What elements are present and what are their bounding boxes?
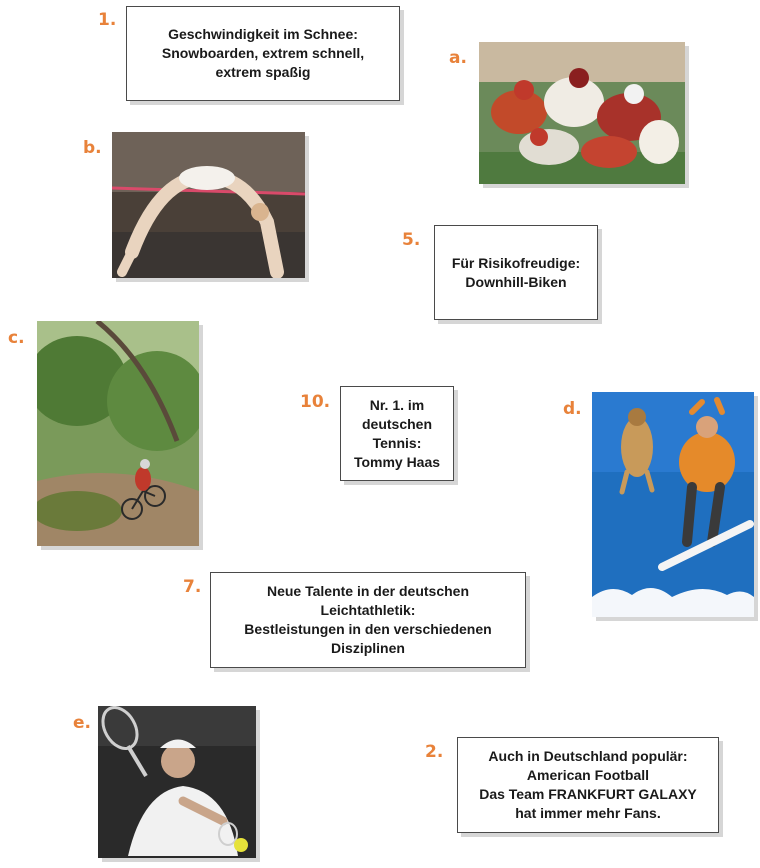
item-number-7: 7. bbox=[183, 577, 202, 597]
text-box-label: Auch in Deutschland populär: American Football Das Team FRANKFURT GALAXY hat immer mehr Fans. bbox=[479, 748, 697, 821]
item-number-2: 2. bbox=[425, 742, 444, 762]
american-football-photo bbox=[479, 42, 685, 184]
snowboard-photo bbox=[592, 392, 754, 617]
mountain-bike-photo bbox=[37, 321, 199, 546]
high-jump-photo bbox=[112, 132, 305, 278]
text-box-snowboarden bbox=[126, 6, 400, 101]
photo-letter-e: e. bbox=[73, 713, 91, 733]
photo-letter-b: b. bbox=[83, 138, 102, 158]
photo-letter-d: d. bbox=[563, 399, 582, 419]
text-box-label: Nr. 1. im deutschen Tennis: Tommy Haas bbox=[353, 396, 441, 470]
photo-letter-a: a. bbox=[449, 48, 467, 68]
text-box-leichtathletik bbox=[210, 572, 526, 668]
tennis-photo bbox=[98, 706, 256, 858]
text-box-tennis bbox=[340, 386, 454, 481]
item-number-5: 5. bbox=[402, 230, 421, 250]
text-box-label: Geschwindigkeit im Schnee: Snowboarden, extrem schnell, extrem spaßig bbox=[161, 26, 365, 80]
text-box-label: Für Risikofreudige: Downhill-Biken bbox=[451, 254, 581, 290]
text-box-downhill-biken bbox=[434, 225, 598, 320]
photo-letter-c: c. bbox=[8, 328, 25, 348]
text-box-label: Neue Talente in der deutschen Leichtathletik: Bestleistungen in den verschiedenen Disziplinen bbox=[244, 583, 492, 656]
item-number-10: 10. bbox=[300, 392, 331, 412]
text-box-american-football bbox=[457, 737, 719, 833]
item-number-1: 1. bbox=[98, 10, 117, 30]
